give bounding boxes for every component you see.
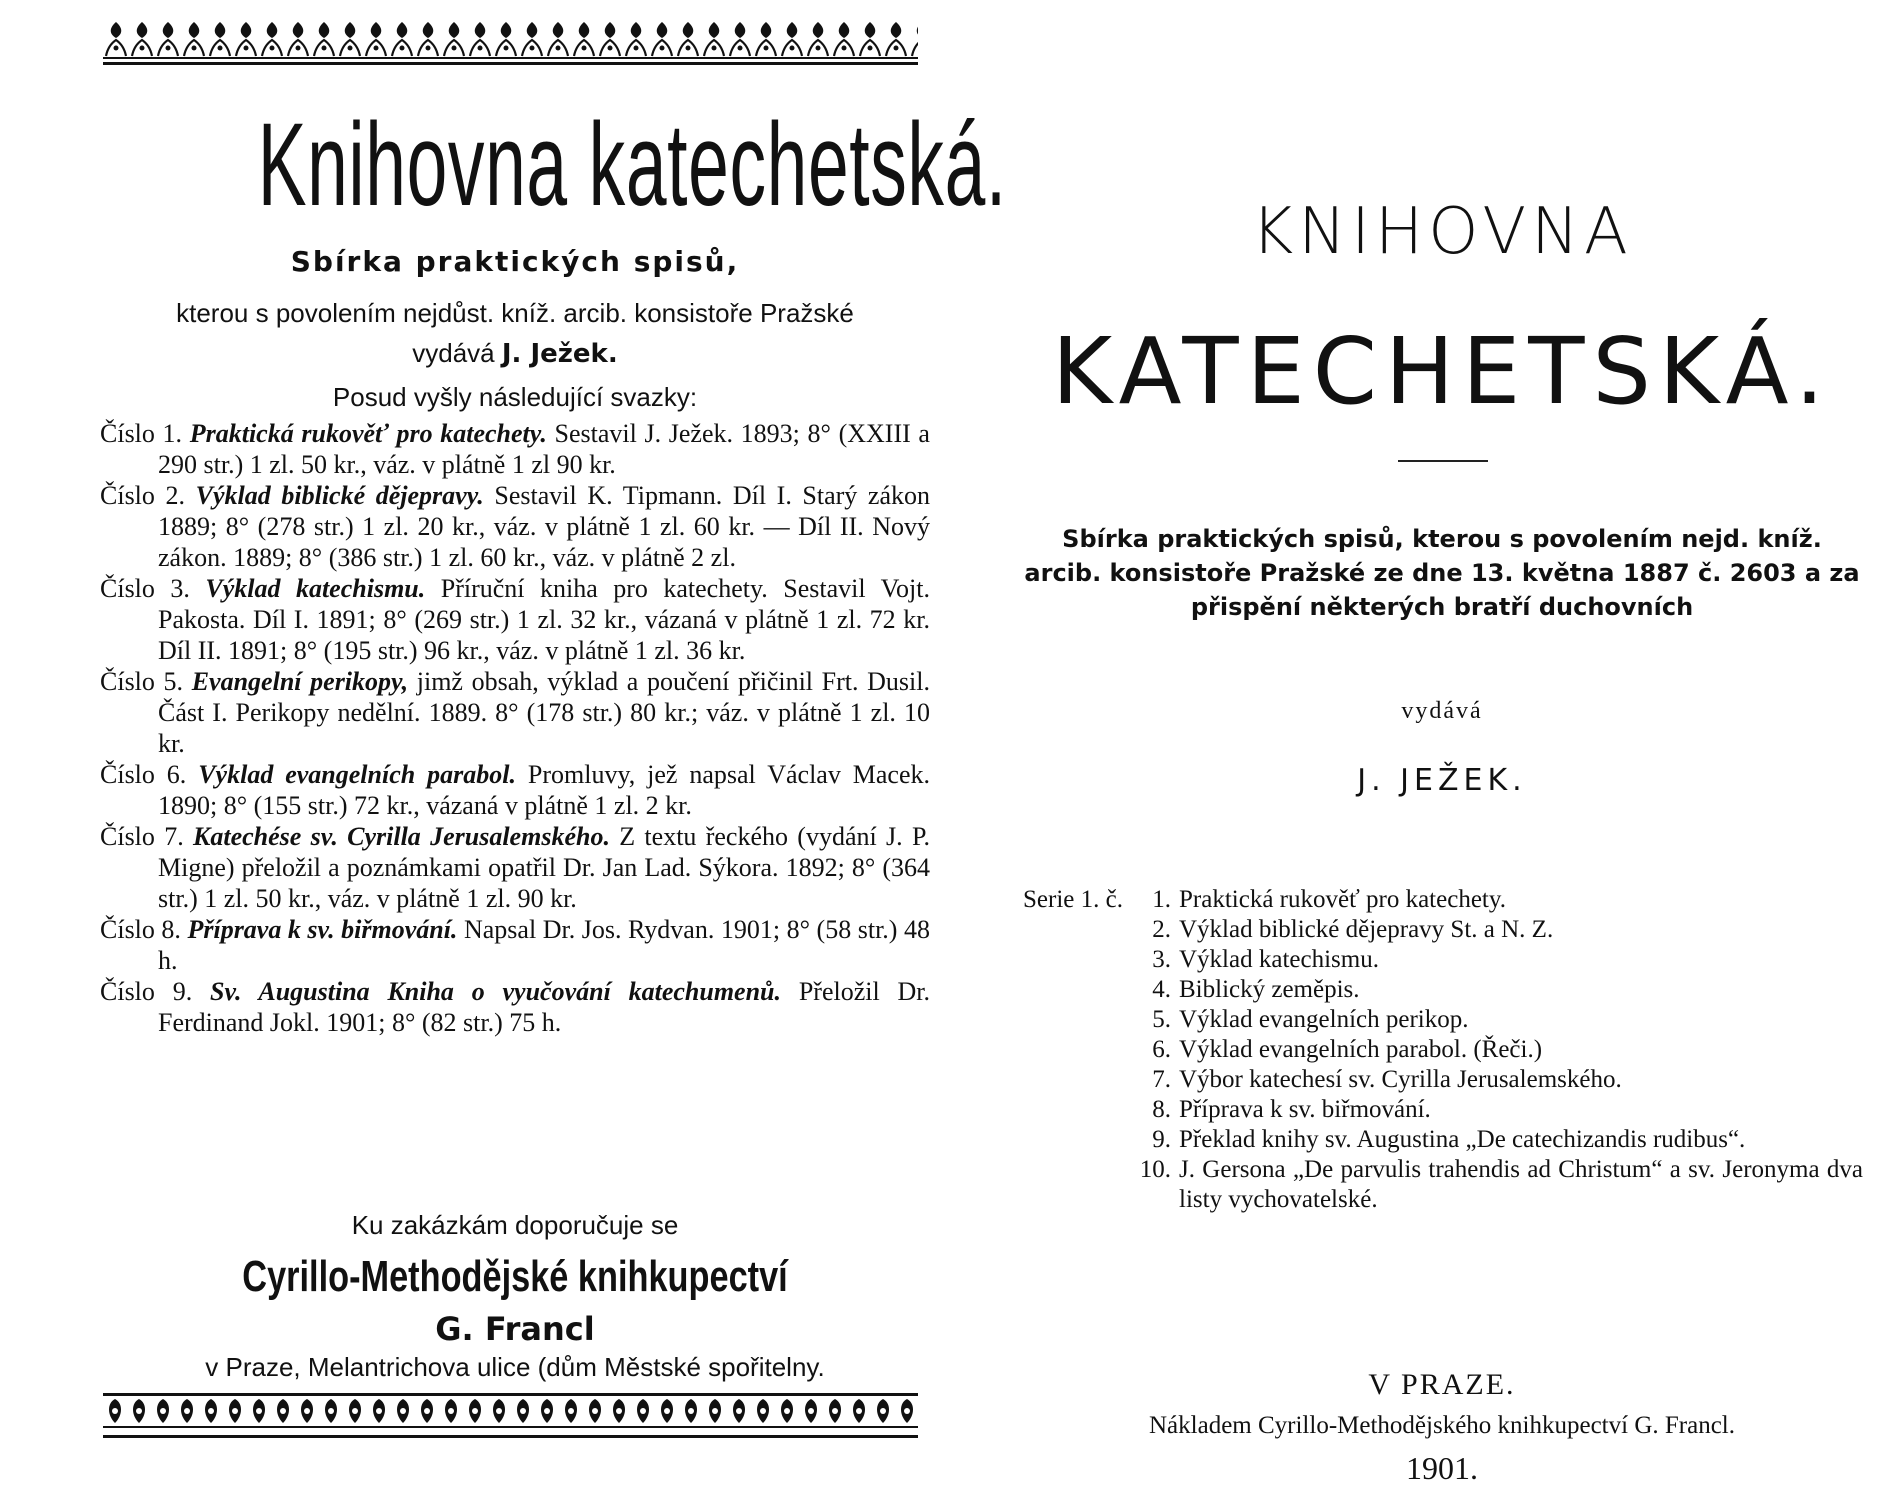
series-item [1023,915,1863,945]
title-line-2: KATECHETSKÁ. [1051,318,1833,425]
volume-title: Výklad katechismu. [205,574,426,603]
volume-title: Praktická rukověť pro katechety. [189,419,547,448]
volume-entry [100,976,930,1038]
volume-number: Číslo 8. [100,915,181,944]
volume-title: Výklad biblické dějepravy. [195,481,484,510]
series-label [1023,945,1131,975]
series-label [1023,1035,1131,1065]
series-title: Praktická rukověť pro katechety. [1179,886,1506,913]
publication-city: V PRAZE. [1368,1368,1516,1401]
publisher-line: Nákladem Cyrillo-Methodějského knihkupectví G. Francl. [1149,1412,1735,1439]
series-number: 5. [1152,1006,1171,1033]
top-ornament-band [103,20,918,68]
series-number: 4. [1152,976,1171,1003]
volume-details: Z textu řeckého (vydání J. P. Migne) přeložil a poznámkami opatřil Dr. Jan Lad. Sýkora. 1892; 8° (364 str.) 1 zl. 50 kr., váz. v plátně 1 zl. 90 kr. [158,822,931,913]
series-title: Příprava k sv. biřmování. [1179,1096,1431,1123]
volume-entry [100,914,930,976]
series-item [1023,1065,1863,1095]
volume-entry [100,418,930,480]
vydava-label: vydává [1401,698,1483,724]
bottom-ornament-band [103,1393,918,1441]
series-title: Výklad evangelních parabol. (Řeči.) [1179,1036,1543,1063]
volume-details: jimž obsah, výklad a poučení přičinil Frt. Dusil. Část I. Perikopy nedělní. 1889. 8° (178 str.) 80 kr.; váz. v plátně 1 zl. 10 kr. [158,667,930,758]
volume-list [100,418,930,1038]
volume-number: Číslo 5. [100,667,184,696]
volume-entry [100,573,930,666]
series-item [1023,1125,1863,1155]
volume-title: Výklad evangelních parabol. [198,760,516,789]
volume-number: Číslo 7. [100,822,184,851]
volume-title: Evangelní perikopy, [191,667,409,696]
series-label [1023,1005,1131,1035]
series-item [1023,1095,1863,1125]
series-list [1023,885,1863,1215]
left-page-subtitle: Sbírka praktických spisů, [290,245,740,278]
order-note: Ku zakázkám doporučuje se [351,1210,679,1240]
volume-number: Číslo 3. [100,574,190,603]
series-item [1023,975,1863,1005]
bookshop-owner: G. Francl [435,1310,595,1348]
series-item [1023,1155,1863,1215]
title-line-1: KNIHOVNA [1251,195,1633,269]
series-item [1023,945,1863,975]
volume-title: Sv. Augustina Kniha o vyučování katechumenů. [210,977,782,1006]
volume-details: Příruční kniha pro katechety. Sestavil Vojt. Pakosta. Díl I. 1891; 8° (269 str.) 1 zl. 32 kr., vázaná v plátně 1 zl. 72 kr. Díl II. 1891; 8° (195 str.) 96 kr., váz. v plátně 1 zl. 36 kr. [158,574,930,665]
series-title: Biblický zeměpis. [1179,976,1360,1003]
series-number: 3. [1152,946,1171,973]
left-page-intro [100,293,930,374]
series-label [1023,1125,1131,1155]
series-item [1023,885,1863,915]
author-name: J. JEŽEK. [1357,763,1527,798]
series-number: 6. [1152,1036,1171,1063]
series-number: 9. [1152,1126,1171,1153]
volume-number: Číslo 9. [100,977,193,1006]
series-item [1023,1005,1863,1035]
volume-details: Sestavil K. Tipmann. Díl I. Starý zákon 1889; 8° (278 str.) 1 zl. 20 kr., váz. v plátně 1 zl. 60 kr. — Díl II. Nový zákon. 1889; 8° (386 str.) 1 zl. 60 kr., váz. v plátně 2 zl. [158,481,931,572]
series-label: Serie 1. č. [1023,886,1123,913]
volume-number: Číslo 2. [100,481,186,510]
title-divider [1398,460,1488,462]
editor-name: J. Ježek. [501,339,618,369]
volume-number: Číslo 6. [100,760,187,789]
volume-entry [100,759,930,821]
volume-title: Katechése sv. Cyrilla Jerusalemského. [193,822,610,851]
series-title: J. Gersona „De parvulis trahendis ad Christum“ a sv. Jeronyma dva listy vychovatelské. [1179,1156,1863,1213]
series-label [1023,915,1131,945]
volume-entry [100,666,930,759]
volume-details: Napsal Dr. Jos. Rydvan. 1901; 8° (58 str.) 48 h. [158,915,930,975]
series-label [1023,1065,1131,1095]
intro-vydava: vydává [412,338,495,368]
series-label [1023,975,1131,1005]
series-description: Sbírka praktických spisů, kterou s povolením nejd. kníž. arcib. konsistoře Pražské ze dne 13. května 1887 č. 2603 a za přispění některých bratří duchovních [1024,525,1860,621]
series-number: 8. [1152,1096,1171,1123]
volume-number: Číslo 1. [100,419,183,448]
right-page-title-page [1000,0,1884,1500]
series-title: Výbor katechesí sv. Cyrilla Jerusalemského. [1179,1066,1622,1093]
series-title: Překlad knihy sv. Augustina „De catechizandis rudibus“. [1179,1126,1746,1153]
bookshop-name: Cyrillo-Methodějské knihkupectví [242,1252,788,1301]
intro-line-2 [100,333,930,374]
series-title: Výklad evangelních perikop. [1179,1006,1469,1033]
series-item [1023,1035,1863,1065]
volume-details: Přeložil Dr. Ferdinand Jokl. 1901; 8° (82 str.) 75 h. [158,977,930,1037]
series-label [1023,1155,1131,1215]
volumes-heading: Posud vyšly následující svazky: [332,382,698,412]
left-page-title: Knihovna katechetská. [257,99,1007,231]
series-number: 10. [1139,1156,1171,1183]
volume-title: Příprava k sv. biřmování. [187,915,458,944]
series-label [1023,1095,1131,1125]
series-number: 7. [1152,1066,1171,1093]
series-title: Výklad biblické dějepravy St. a N. Z. [1179,916,1554,943]
volume-details: Promluvy, jež napsal Václav Macek. 1890; 8° (155 str.) 72 kr., vázaná v plátně 1 zl. 2 kr. [158,760,930,820]
volume-entry [100,821,930,914]
intro-line-1: kterou s povolením nejdůst. kníž. arcib. konsistoře Pražské [176,298,854,328]
volume-details: Sestavil J. Ježek. 1893; 8° (XXIII a 290 str.) 1 zl. 50 kr., váz. v plátně 1 zl 90 kr. [158,419,930,479]
series-title: Výklad katechismu. [1179,946,1379,973]
bookshop-address: v Praze, Melantrichova ulice (dům Městské spořitelny. [205,1352,825,1382]
publication-year: 1901. [1406,1450,1478,1486]
volume-entry [100,480,930,573]
series-number: 2. [1152,916,1171,943]
series-number: 1. [1152,886,1171,913]
